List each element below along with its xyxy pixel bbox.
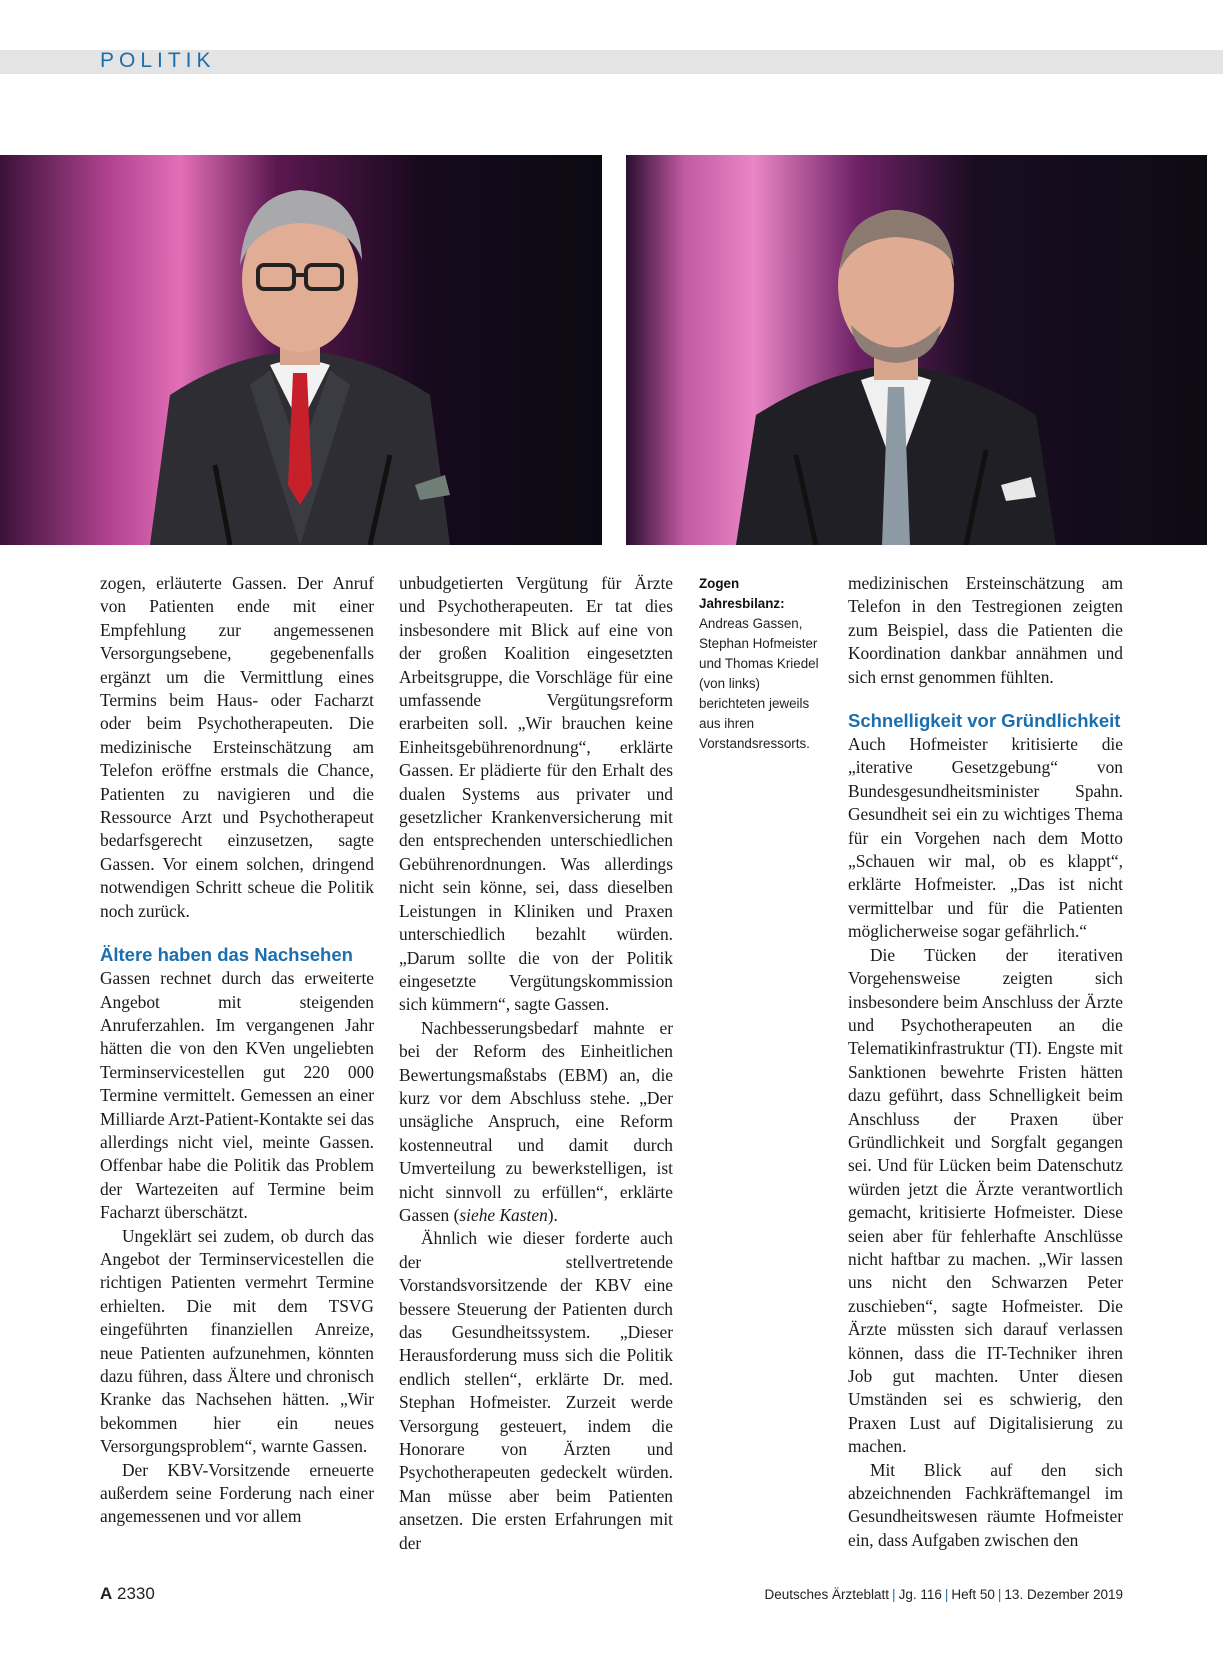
page-prefix: A	[100, 1584, 113, 1603]
paragraph	[399, 1017, 673, 1228]
journal-info: Deutsches Ärzteblatt | Jg. 116 | Heft 50 | 13. Dezember 2019	[764, 1587, 1123, 1602]
photo-caption	[699, 574, 827, 754]
page-number-value: 2330	[117, 1584, 155, 1603]
caption-text: Andreas Gassen, Stephan Hofmeister und Thomas Kriedel (von links) berichteten jeweils aus ihren Vorstandsressorts.	[699, 616, 819, 751]
paragraph: Gassen rechnet durch das erweiterte Angebot mit steigenden Anruferzahlen. Im vergangenen Jahr hätten die von den KVen ungeliebten Terminservicestellen gut 220 000 Termine vermittelt. Gemessen an einer Milliarde Arzt-Patient-Kontakte sei das allerdings nicht viel, meinte Gassen. Offenbar habe die Politik das Problem der Wartezeiten auf Termine beim Facharzt überschätzt.	[100, 968, 374, 1223]
column-3	[848, 572, 1123, 1552]
journal-volume: Jg. 116	[898, 1587, 942, 1602]
journal-issue: Heft 50	[951, 1587, 995, 1602]
paragraph: Der KBV-Vorsitzende erneuerte außerdem seine Forderung nach einer angemessenen und vor allem	[100, 1459, 374, 1527]
box-reference: siehe Kasten	[459, 1204, 548, 1225]
paragraph-text: Nachbesserungsbedarf mahnte er bei der Reform des Einheitlichen Bewertungsmaßstabs (EBM) an, die kurz vor dem Abschluss stehe. „Der unsägliche Anspruch, eine Reform kostenneutral und damit durch Umverteilung zu bewerkstelligen, ist nicht sinnvoll zu erfüllen“, erklärte Gassen (	[399, 1017, 673, 1225]
paragraph: Ähnlich wie dieser forderte auch der stellvertretende Vorstandsvorsitzende der KBV eine bessere Steuerung der Patienten durch das Gesundheitssystem. „Dieser Herausforderung muss sich die Politik endlich stellen“, erklärte Dr. med. Stephan Hofmeister. Zurzeit werde Versorgung gesteuert, indem die Honorare von Ärzten und Psychotherapeuten gedeckelt würden. Man müsse aber beim Patienten ansetzen. Die ersten Erfahrungen mit der	[399, 1228, 673, 1553]
subheading: Ältere haben das Nachsehen	[100, 944, 353, 966]
column-1	[100, 572, 374, 1529]
caption-lead: Zogen Jahresbilanz:	[699, 576, 785, 611]
paragraph: Auch Hofmeister kritisierte die „iterative Gesetzgebung“ von Bundesgesundheitsminister Spahn. Gesundheit sei ein zu wichtiges Thema für ein Vorgehen nach dem Motto „Schauen wir mal, ob es klappt“, erklärte Hofmeister. „Das ist nicht vermittelbar und für die Patienten möglicherweise sogar gefährlich.“	[848, 734, 1123, 942]
paragraph: zogen, erläuterte Gassen. Der Anruf von Patienten ende mit einer Empfehlung zur angemessenen Versorgungsebene, gegebenenfalls ergänzt um die Vermittlung eines Termins beim Haus- oder Facharzt oder beim Psychotherapeuten. Die medizinische Ersteinschätzung am Telefon eröffne erstmals die Chance, Patienten zu navigieren und die Ressource Arzt und Psychotherapeut bedarfsgerecht einzusetzen, sagte Gassen. Vor einem solchen, dringend notwendigen Schritt scheue die Politik noch zurück.	[100, 573, 374, 921]
paragraph: medizinischen Ersteinschätzung am Telefon in den Testregionen zeigten zum Beispiel, dass die Patienten die Koordination dankbar annähmen und sich ernst genommen fühlten.	[848, 573, 1123, 687]
paragraph-text: ).	[547, 1204, 558, 1225]
photo-left	[0, 155, 602, 545]
journal-date: 13. Dezember 2019	[1004, 1587, 1123, 1602]
paragraph: Ungeklärt sei zudem, ob durch das Angebot der Terminservicestellen die richtigen Patienten vermehrt Termine erhielten. Die mit dem TSVG eingeführten finanziellen Anreize, neue Patienten aufzunehmen, könnten dazu führen, dass Ältere und chronisch Kranke das Nachsehen hätten. „Wir bekommen hier ein neues Versorgungsproblem“, warnte Gassen.	[100, 1225, 374, 1457]
section-label: POLITIK	[100, 49, 216, 72]
page-number	[100, 1584, 155, 1604]
photo-right	[626, 155, 1207, 545]
journal-name: Deutsches Ärzteblatt	[764, 1587, 890, 1602]
paragraph: Die Tücken der iterativen Vorgehensweise zeigten sich insbesondere beim Anschluss der Ärzte und Psychotherapeuten an die Telematikinfrastruktur (TI). Engste mit Sanktionen bewehrte Fristen hätten dazu geführt, dass Schnelligkeit beim Anschluss der Praxen über Gründlichkeit und Sorgfalt gegangen sei. Und für Lücken beim Datenschutz würden jetzt die Ärzte verantwortlich gemacht, kritisierte Hofmeister. Diese seien aber für fehlerhafte Anschlüsse nicht haftbar zu machen. „Wir lassen uns nicht den Schwarzen Peter zuschieben“, sagte Hofmeister. Die Ärzte müssten sich darauf verlassen können, dass die IT-Techniker ihren Job gut machten. Unter diesen Umständen sei es schwierig, den Praxen Lust auf Digitalisierung zu machen.	[848, 944, 1123, 1457]
paragraph: Mit Blick auf den sich abzeichnenden Fachkräftemangel im Gesundheitswesen räumte Hofmeister ein, dass Aufgaben zwischen den	[848, 1459, 1123, 1550]
paragraph: unbudgetierten Vergütung für Ärzte und Psychotherapeuten. Er tat dies insbesondere mit Blick auf eine von der großen Koalition eingesetzten Arbeitsgruppe, die Vorschläge für eine umfassende Vergütungsreform erarbeiten soll. „Wir brauchen keine Einheitsgebührenordnung“, erklärte Gassen. Er plädierte für den Erhalt des dualen Systems aus privater und gesetzlicher Krankenversicherung mit den entsprechenden unterschiedlichen Gebührenordnungen. Was allerdings nicht sein könne, sei, dass dieselben Leistungen in Kliniken und Praxen unterschiedlich bezahlt würden. „Darum sollte die von der Politik eingesetzte Vergütungskommission sich kümmern“, sagte Gassen.	[399, 573, 673, 1015]
subheading: Schnelligkeit vor Gründlichkeit	[848, 710, 1121, 732]
column-2	[399, 572, 673, 1555]
